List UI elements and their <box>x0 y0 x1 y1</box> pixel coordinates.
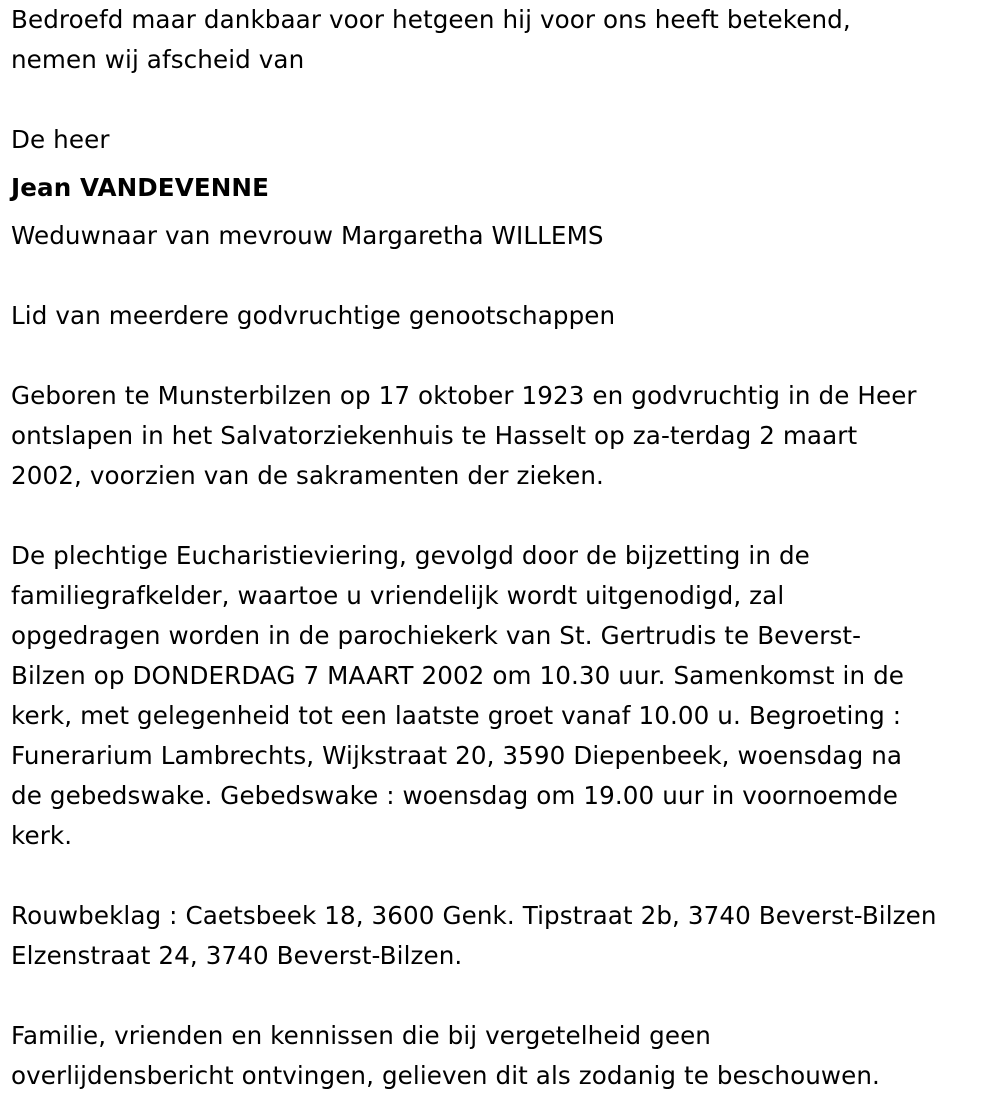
closing-line: Familie, vrienden en kennissen die bij vergetelheid geen <box>11 1021 711 1050</box>
salutation: De heer <box>11 125 110 154</box>
ceremony-line: Bilzen op DONDERDAG 7 MAART 2002 om 10.30 uur. Samenkomst in de <box>11 661 905 690</box>
membership-line: Lid van meerdere godvruchtige genootschappen <box>11 301 616 330</box>
ceremony-line: familiegrafkelder, waartoe u vriendelijk wordt uitgenodigd, zal <box>11 581 785 610</box>
ceremony-paragraph <box>11 536 991 856</box>
ceremony-line: kerk, met gelegenheid tot een laatste groet vanaf 10.00 u. Begroeting : <box>11 701 902 730</box>
intro-line: Bedroefd maar dankbaar voor hetgeen hij voor ons heeft betekend, <box>11 5 851 34</box>
birth-death-line: ontslapen in het Salvatorziekenhuis te Hasselt op za-terdag 2 maart <box>11 421 858 450</box>
mourning-line: Elzenstraat 24, 3740 Beverst-Bilzen. <box>11 941 463 970</box>
ceremony-line: de gebedswake. Gebedswake : woensdag om 19.00 uur in voornoemde <box>11 781 899 810</box>
birth-death-line: Geboren te Munsterbilzen op 17 oktober 1923 en godvruchtig in de Heer <box>11 381 917 410</box>
closing-paragraph <box>11 1016 991 1096</box>
obituary-document <box>11 0 991 1096</box>
birth-death-paragraph <box>11 376 991 496</box>
membership-paragraph <box>11 296 991 336</box>
person-block <box>11 120 991 256</box>
intro-paragraph <box>11 0 991 80</box>
intro-line: nemen wij afscheid van <box>11 45 305 74</box>
ceremony-line: De plechtige Eucharistieviering, gevolgd door de bijzetting in de <box>11 541 810 570</box>
mourning-paragraph <box>11 896 991 976</box>
deceased-name: Jean VANDEVENNE <box>11 173 269 202</box>
closing-line: overlijdensbericht ontvingen, gelieven dit als zodanig te beschouwen. <box>11 1061 880 1090</box>
ceremony-line: kerk. <box>11 821 73 850</box>
ceremony-line: opgedragen worden in de parochiekerk van St. Gertrudis te Beverst- <box>11 621 862 650</box>
ceremony-line: Funerarium Lambrechts, Wijkstraat 20, 3590 Diepenbeek, woensdag na <box>11 741 903 770</box>
birth-death-line: 2002, voorzien van de sakramenten der zieken. <box>11 461 604 490</box>
widower-of: Weduwnaar van mevrouw Margaretha WILLEMS <box>11 221 604 250</box>
mourning-line: Rouwbeklag : Caetsbeek 18, 3600 Genk. Tipstraat 2b, 3740 Beverst-Bilzen <box>11 901 937 930</box>
